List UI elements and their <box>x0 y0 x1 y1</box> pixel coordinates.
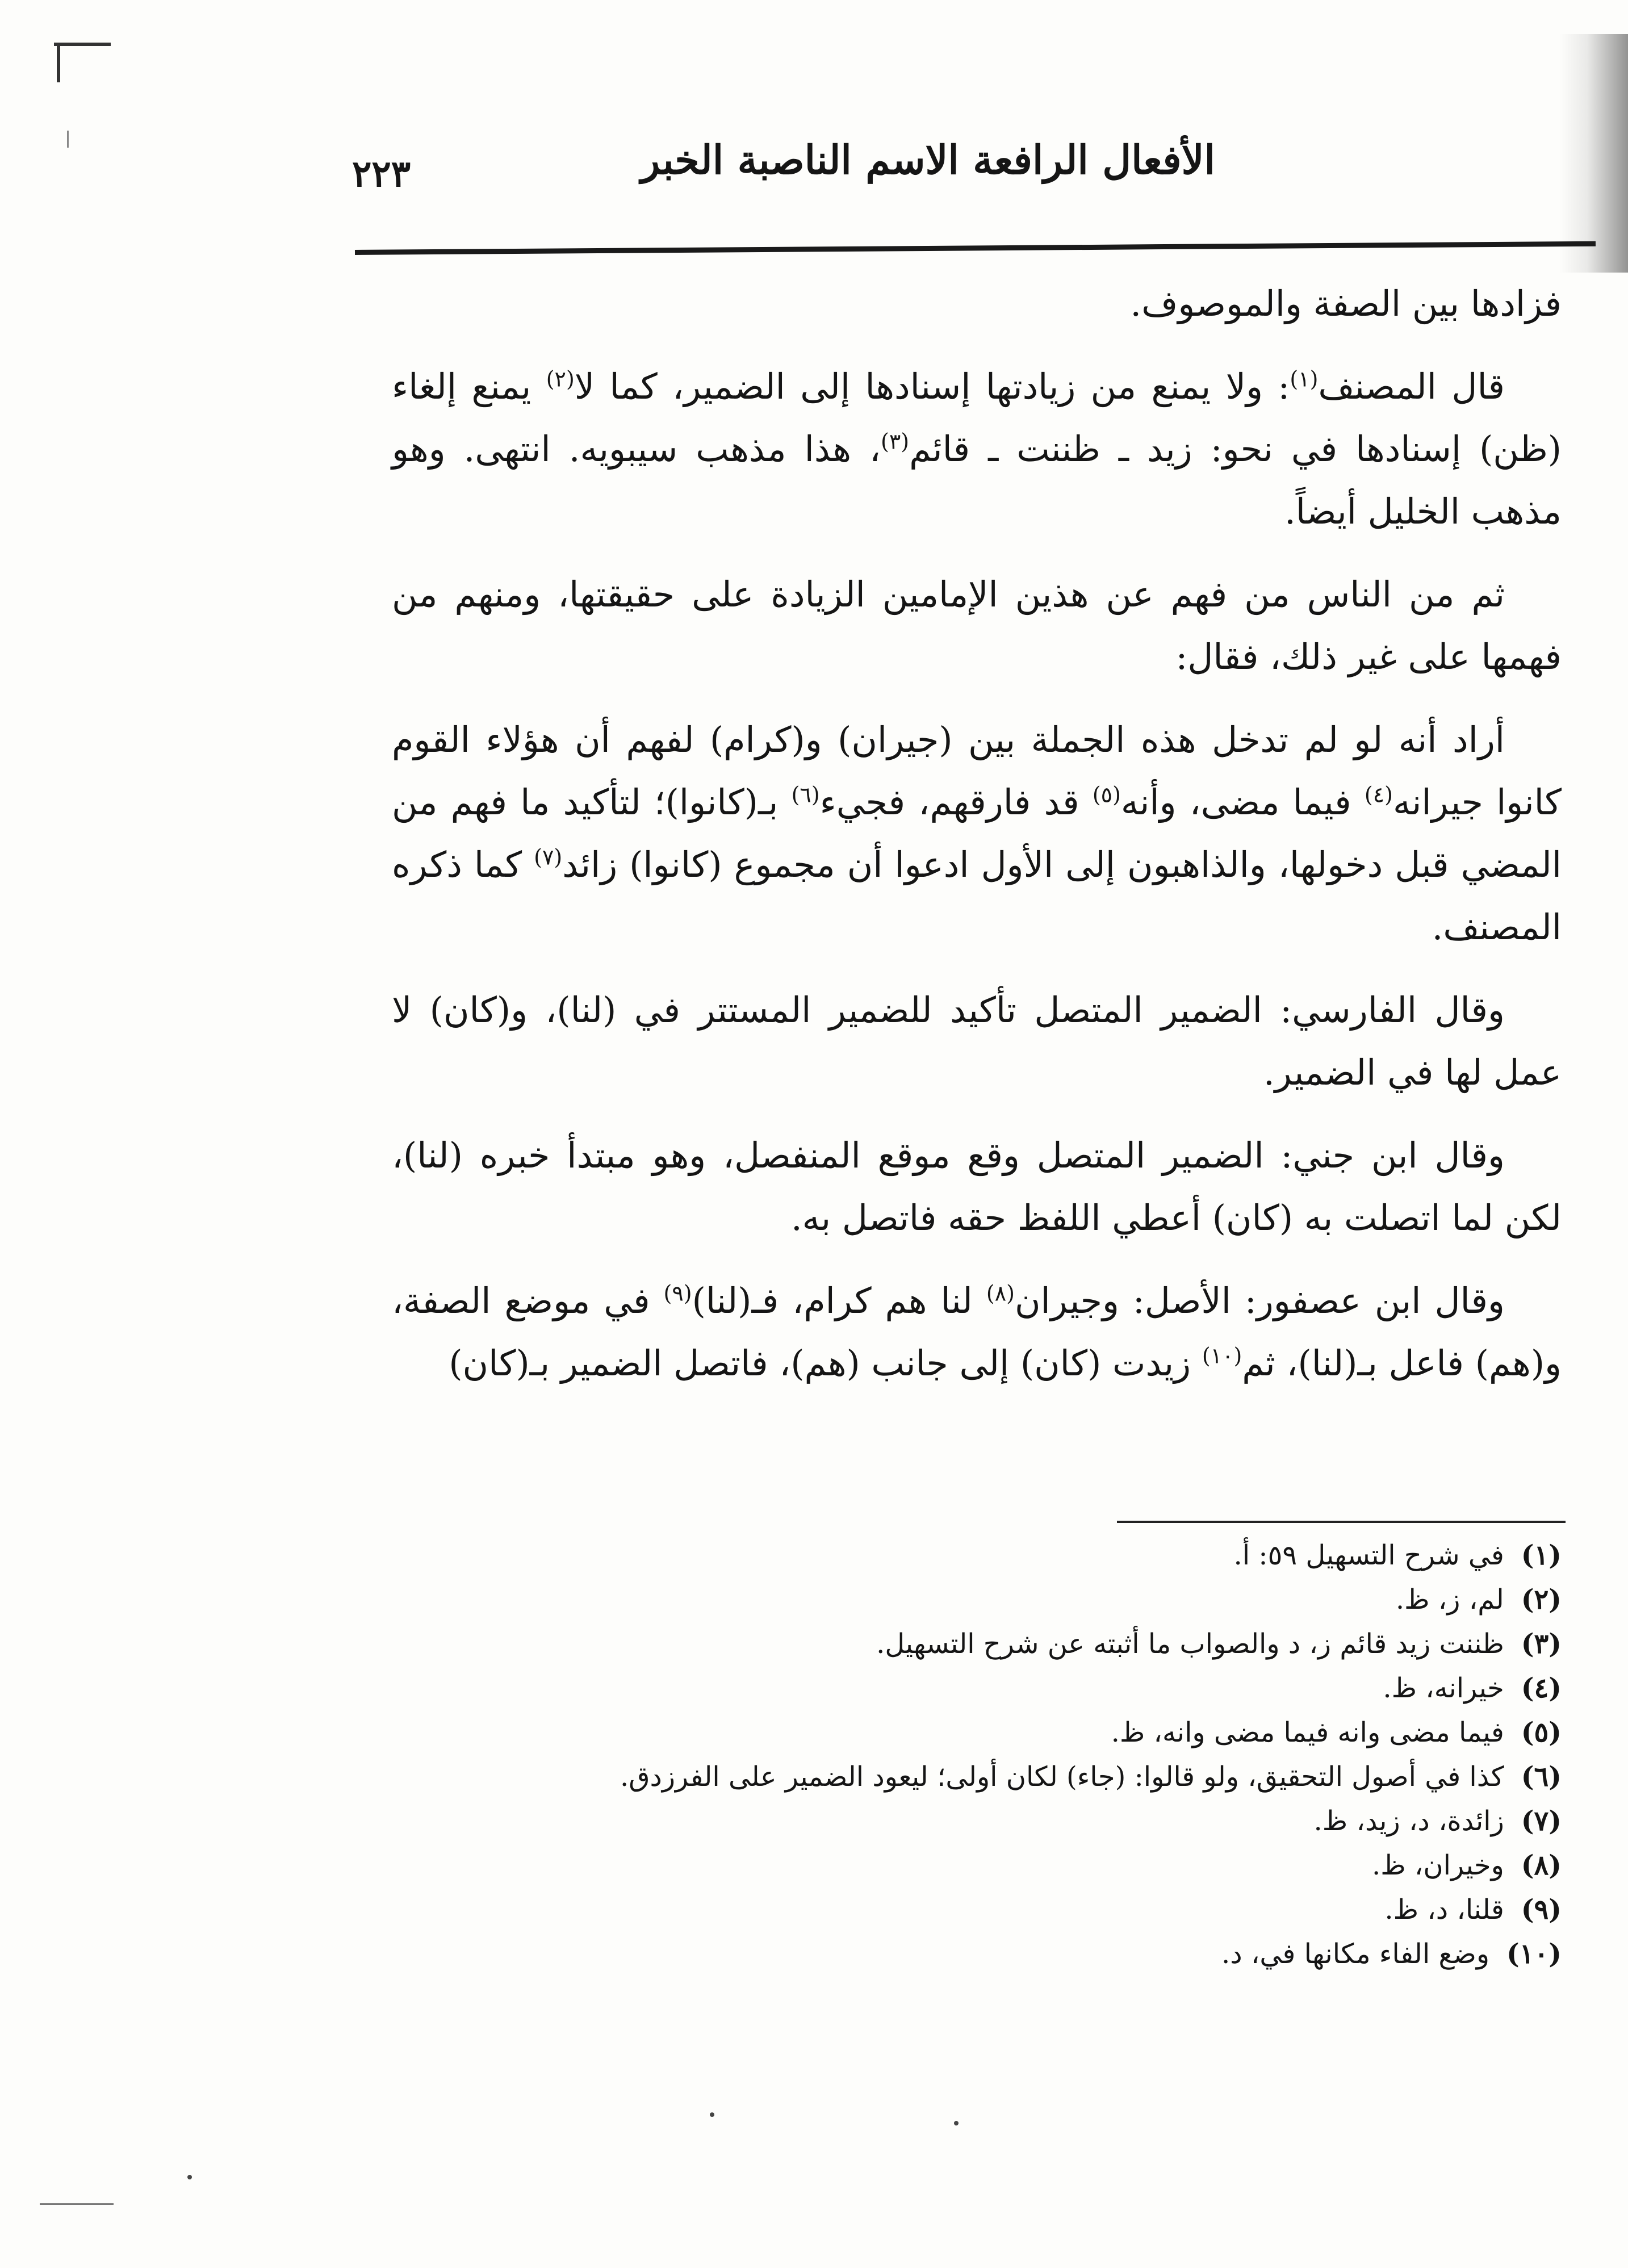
footnote-item <box>454 1577 1562 1622</box>
page-number: ٢٢٣ <box>352 153 411 195</box>
footnote-number: (٣) <box>1521 1628 1562 1660</box>
running-head: الأفعال الرافعة الاسم الناصبة الخبر <box>641 136 1215 183</box>
text-run: وقال ابن عصفور: الأصل: وجيران <box>1014 1280 1505 1321</box>
scan-tick-mark <box>67 131 69 148</box>
footnote-ref: (٩) <box>663 1281 692 1306</box>
text-run: ، هذا مذهب سيبويه. انتهى. وهو مذهب الخليل أيضاً. <box>392 428 1562 532</box>
footnote-separator <box>1117 1521 1566 1523</box>
footnote-text: كذا في أصول التحقيق، ولو قالوا: (جاء) لكان أولى؛ ليعود الضمير على الفرزدق. <box>620 1761 1504 1793</box>
text-run: قد فارقهم، فجيء <box>819 781 1093 823</box>
footnote-number: (٨) <box>1521 1849 1562 1881</box>
text-run: كما ذكره المصنف. <box>392 844 1562 948</box>
footnote-text: زائدة، د، زيد، ظ. <box>1313 1805 1504 1837</box>
footnote-number: (١) <box>1521 1539 1562 1571</box>
text-run: : ولا يمنع من زيادتها إسنادها إلى الضمير، كما لا <box>574 366 1290 407</box>
footnote-text: خيرانه، ظ. <box>1383 1672 1504 1704</box>
scan-speck <box>710 2112 714 2117</box>
footnote-text: لم، ز، ظ. <box>1395 1584 1504 1616</box>
text-run: قال المصنف <box>1318 366 1505 407</box>
footnote-item <box>454 1622 1562 1666</box>
footnote-number: (٧) <box>1521 1805 1562 1837</box>
text-run: أراد أنه لو لم تدخل هذه الجملة بين (جيران) و(كرام) لفهم أن هؤلاء القوم كانوا جيرانه <box>392 719 1562 823</box>
body-paragraph <box>392 273 1562 335</box>
footnote-text: فيما مضى وانه فيما مضى وانه، ظ. <box>1111 1717 1504 1748</box>
text-run: في موضع الصفة، و(هم) فاعل بـ(لنا)، ثم <box>392 1280 1562 1384</box>
footnote-ref: (٧) <box>534 844 563 870</box>
footnote-item <box>454 1755 1562 1799</box>
footnote-text: في شرح التسهيل ٥٩: أ. <box>1233 1539 1504 1571</box>
footnote-number: (٢) <box>1521 1584 1562 1616</box>
scan-speck <box>954 2121 959 2125</box>
text-run: ثم من الناس من فهم عن هذين الإمامين الزيادة على حقيقتها، ومنهم من فهمها على غير ذلك، فقال: <box>392 574 1562 677</box>
footnote-number: (٦) <box>1521 1761 1562 1793</box>
body-paragraph <box>392 1270 1562 1395</box>
footnote-ref: (١٠) <box>1202 1343 1242 1369</box>
scan-corner-mark-vertical <box>57 43 60 82</box>
footnote-number: (٩) <box>1521 1894 1562 1926</box>
body-paragraph <box>392 563 1562 688</box>
footnote-ref: (٢) <box>546 366 575 392</box>
footnote-number: (١٠) <box>1506 1938 1562 1970</box>
footnotes <box>454 1533 1562 1976</box>
binding-shadow <box>1560 34 1628 273</box>
header-rule <box>355 241 1596 255</box>
text-run: لنا هم كرام، فـ(لنا) <box>692 1280 986 1321</box>
footnote-item <box>454 1843 1562 1888</box>
body-paragraph <box>392 709 1562 959</box>
footnote-text: وخيران، ظ. <box>1371 1849 1504 1881</box>
footnote-item <box>454 1799 1562 1843</box>
scan-speck <box>187 2175 192 2179</box>
footnote-item <box>454 1666 1562 1710</box>
text-run: فيما مضى، وأنه <box>1120 781 1365 823</box>
footnote-ref: (١) <box>1290 366 1319 392</box>
footnote-ref: (٥) <box>1092 782 1121 807</box>
text-run: زيدت (كان) إلى جانب (هم)، فاتصل الضمير بـ(كان) <box>449 1342 1202 1384</box>
footnote-item <box>454 1932 1562 1976</box>
footnote-number: (٤) <box>1521 1672 1562 1704</box>
text-run: وقال ابن جني: الضمير المتصل وقع موقع المنفصل، وهو مبتدأ خبره (لنا)، لكن لما اتصلت به (كان) أعطي اللفظ حقه فاتصل به. <box>392 1135 1562 1238</box>
text-run: وقال الفارسي: الضمير المتصل تأكيد للضمير المستتر في (لنا)، و(كان) لا عمل لها في الضمير. <box>392 989 1562 1093</box>
text-run: يمنع إلغاء (ظن) إسنادها في نحو: زيد ـ ظننت ـ قائم <box>392 366 1562 470</box>
footnote-item <box>454 1533 1562 1577</box>
text-run: فزادها بين الصفة والموصوف. <box>1130 283 1562 324</box>
scan-dash-mark <box>40 2203 114 2205</box>
body-paragraph <box>392 979 1562 1104</box>
footnote-item <box>454 1888 1562 1932</box>
body-paragraph <box>392 355 1562 543</box>
body-text <box>392 273 1562 1395</box>
footnote-number: (٥) <box>1521 1717 1562 1748</box>
body-paragraph <box>392 1124 1562 1249</box>
footnote-text: ظننت زيد قائم ز، د والصواب ما أثبته عن شرح التسهيل. <box>876 1628 1504 1660</box>
footnote-ref: (٣) <box>881 429 910 454</box>
footnote-text: وضع الفاء مكانها في، د. <box>1221 1938 1489 1970</box>
footnote-ref: (٦) <box>791 782 820 807</box>
footnote-text: قلنا، د، ظ. <box>1384 1894 1504 1926</box>
footnote-ref: (٤) <box>1364 782 1393 807</box>
footnote-item <box>454 1710 1562 1755</box>
text-run: بـ(كانوا)؛ لتأكيد ما فهم من المضي قبل دخولها، والذاهبون إلى الأول ادعوا أن مجموع (كانوا) زائد <box>392 781 1562 885</box>
scan-corner-mark <box>54 43 111 46</box>
footnote-ref: (٨) <box>986 1281 1015 1306</box>
